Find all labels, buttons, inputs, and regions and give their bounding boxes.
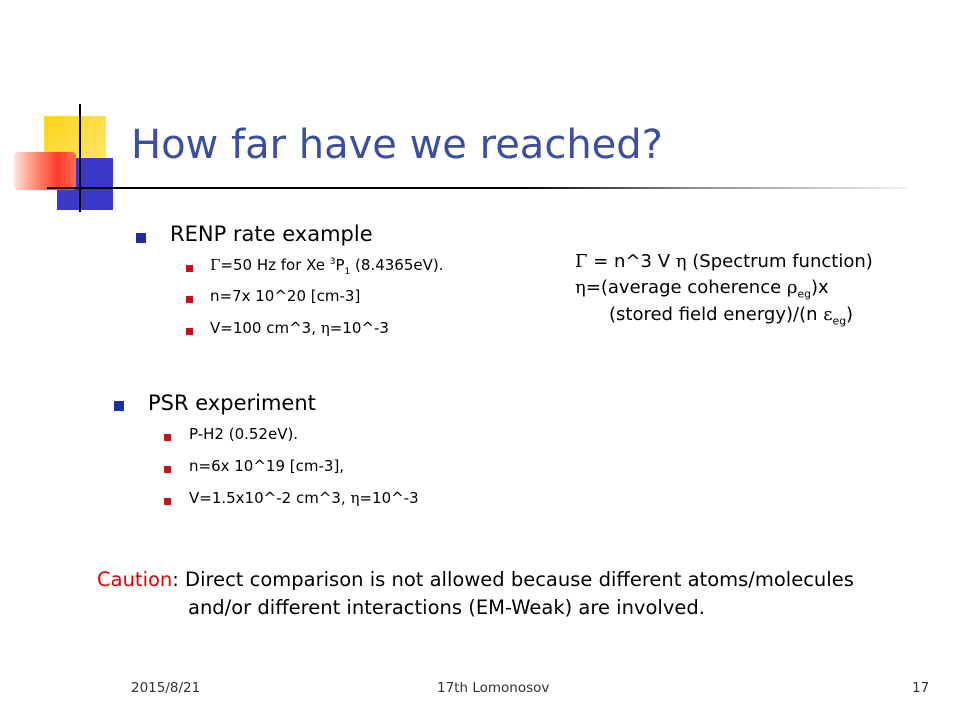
renp-line1-p: P: [335, 256, 345, 274]
eg-subscript: eg: [797, 287, 811, 301]
caution-note: [97, 566, 937, 622]
gamma-symbol: Γ: [575, 251, 588, 272]
bullet-l2: [186, 328, 193, 335]
bullet-l2: [164, 466, 171, 473]
renp-line1-tail: (8.4365eV).: [350, 256, 444, 274]
formula-line1-rest: = n^3 V: [587, 251, 676, 272]
psr-line3: [189, 489, 419, 507]
renp-line3-pre: V=100 cm^3,: [210, 319, 321, 337]
caution-line1: [97, 566, 937, 594]
formula-line2-post: )x: [810, 277, 829, 298]
formula-line2-pre: =(average coherence: [585, 277, 787, 298]
eta-symbol: η: [350, 489, 360, 507]
footer-date: 2015/8/21: [131, 680, 201, 696]
eta-symbol: η: [575, 277, 586, 298]
formula-line2: [575, 277, 829, 301]
psr-line1: P-H2 (0.52eV).: [189, 425, 299, 443]
renp-heading: RENP rate example: [170, 222, 373, 246]
epsilon-symbol: ε: [823, 304, 833, 325]
eta-symbol: η: [675, 251, 687, 272]
psr-line2: n=6x 10^19 [cm-3],: [189, 457, 345, 475]
renp-line1-sub: 1: [344, 267, 351, 277]
bullet-l1: [114, 401, 124, 411]
psr-line3-post: =10^-3: [359, 489, 419, 507]
renp-line3: [210, 319, 389, 337]
formula-line1: [575, 251, 873, 272]
title-underline: [47, 187, 907, 189]
caution-line1-text: : Direct comparison is not allowed because different atoms/molecules: [172, 568, 854, 591]
footer-event: 17th Lomonosov: [437, 680, 550, 696]
renp-line3-post: =10^-3: [329, 319, 389, 337]
formula-line3-post: ): [846, 304, 854, 325]
slide-title: How far have we reached?: [131, 122, 663, 168]
gamma-symbol: Γ: [210, 256, 221, 274]
formula-line3-pre: (stored field energy)/(n: [609, 304, 824, 325]
bullet-l2: [164, 434, 171, 441]
rho-symbol: ρ: [786, 277, 798, 298]
footer-page-number: 17: [912, 680, 930, 696]
decor-vertical-line: [79, 104, 81, 212]
formula-line3: [609, 304, 853, 328]
renp-line1-sup: 3: [329, 257, 336, 267]
bullet-l2: [186, 265, 193, 272]
formula-line1-tail: (Spectrum function): [686, 251, 873, 272]
bullet-l2: [186, 296, 193, 303]
psr-heading: PSR experiment: [148, 391, 316, 415]
renp-line1: [210, 256, 444, 277]
caution-label: Caution: [97, 568, 173, 591]
decor-red-bar: [14, 152, 76, 190]
psr-line3-pre: V=1.5x10^-2 cm^3,: [189, 489, 351, 507]
renp-line2: n=7x 10^20 [cm-3]: [210, 287, 361, 305]
eta-symbol: η: [320, 319, 330, 337]
renp-line1-text: =50 Hz for Xe: [220, 256, 330, 274]
bullet-l2: [164, 498, 171, 505]
bullet-l1: [136, 233, 146, 243]
eg-subscript: eg: [832, 314, 847, 328]
caution-line2: and/or different interactions (EM-Weak) are involved.: [188, 596, 705, 619]
